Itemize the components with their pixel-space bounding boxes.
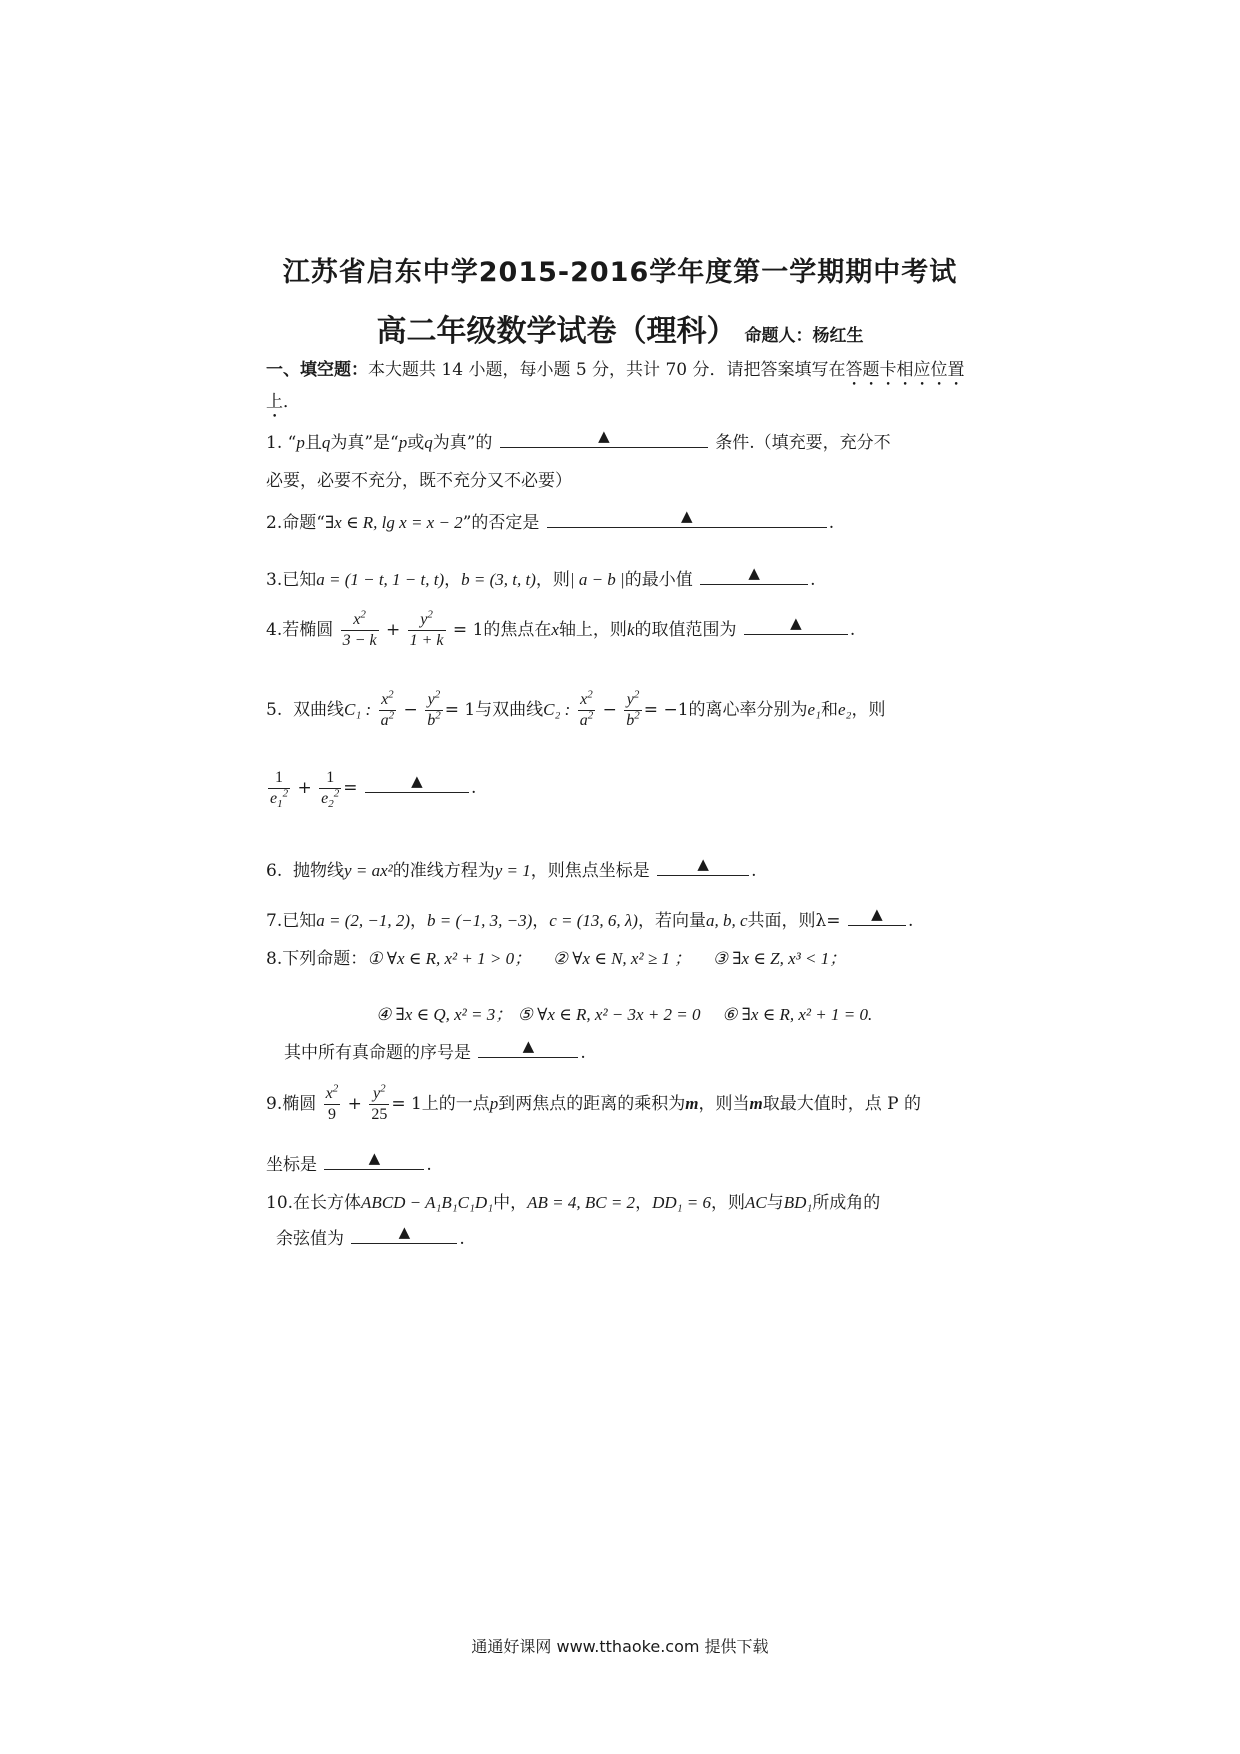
q9-line2-text: 坐标是 xyxy=(266,1155,317,1175)
q8-prop-2: ② ∀x ∈ N, x² ≥ 1 ； xyxy=(552,949,692,968)
question-7: 7.已知a = (2, −1, 2)，b = (−1, 3, −3)，c = (13, 6, λ)，若向量a, b, c共面，则λ= ▲ . xyxy=(266,905,914,931)
q6-answer-blank[interactable] xyxy=(657,857,749,876)
blank-marker-icon: ▲ xyxy=(522,1037,535,1055)
q3-number: 3. xyxy=(266,570,283,590)
q4-x: x xyxy=(551,620,559,639)
q5-and: 和 xyxy=(820,700,838,720)
q5-frac-5: $\frac{1}{e_1^2}$ xyxy=(270,769,289,811)
author: 命题人：杨红生 xyxy=(744,326,864,346)
q2-text-b: ”的否定是 xyxy=(462,513,540,533)
q9-text-d: ，则当 xyxy=(698,1094,750,1114)
q7-text-a: 已知 xyxy=(282,911,317,931)
q8-line3 xyxy=(284,1038,586,1063)
q8-prop-5: ⑤ ∀x ∈ R, x² − 3x + 2 = 0 xyxy=(517,1005,701,1024)
q5-text-a: 双曲线 xyxy=(293,700,345,720)
q3-math-a: a = (1 − t, 1 − t, t) xyxy=(316,570,445,589)
q9-text-e: 取最大值时，点 P 的 xyxy=(762,1094,921,1114)
q4-text-c: 轴上，则 xyxy=(558,620,627,640)
q3-text-a: 已知 xyxy=(282,570,317,590)
blank-marker-icon: ▲ xyxy=(790,614,802,632)
q3-text-c: 的最小值 xyxy=(624,570,693,590)
q5-eq-end: = xyxy=(343,778,358,798)
q7-end: . xyxy=(907,911,914,931)
q10-text-a: 在长方体 xyxy=(293,1193,362,1213)
blank-marker-icon: ▲ xyxy=(871,905,883,923)
q3-sep: ， xyxy=(444,570,462,590)
blank-marker-icon: ▲ xyxy=(681,507,693,525)
exam-title-row xyxy=(0,306,1240,350)
q10-text-d: 与 xyxy=(766,1193,784,1213)
q10-math-e: BD₁ xyxy=(783,1193,813,1212)
q8-number: 8. xyxy=(266,949,283,969)
q5-number: 5. xyxy=(266,700,283,720)
q9-eq-end: = 1 xyxy=(391,1094,422,1114)
q1-text-a: “ xyxy=(287,433,297,453)
q9-number: 9. xyxy=(266,1094,283,1114)
q3-math-c: | a − b | xyxy=(569,570,625,589)
q10-line2-text: 余弦值为 xyxy=(276,1229,344,1249)
section-intro-text: 本大题共 14 小题，每小题 5 分，共计 70 分．请把答案填写在 xyxy=(368,360,846,380)
q7-text-c: 共面，则λ= xyxy=(747,911,841,931)
question-10: 10.在长方体ABCD − A₁B₁C₁D₁中，AB = 4, BC = 2，DD₁ = 6，则AC与BD₁所成角的 xyxy=(266,1193,881,1213)
q9-text-b: 上的一点 xyxy=(421,1094,490,1114)
q8-prop-4: ④ ∃x ∈ Q, x² = 3； xyxy=(376,1005,513,1024)
q3-math-b: b = (3, t, t) xyxy=(461,570,536,589)
q4-k: k xyxy=(626,620,635,639)
blank-marker-icon: ▲ xyxy=(411,772,423,790)
q7-math-d: a, b, c xyxy=(705,911,748,930)
question-4: 4.若椭圆 $\frac{x^2}{3 - k}$ + $\frac{y^2}{1 + k}$ = 1的焦点在x轴上，则k的取值范围为 ▲ . xyxy=(266,608,856,649)
q5-e1: e₁ xyxy=(807,700,821,719)
question-2 xyxy=(266,508,834,533)
q8-prop-1: ① ∀x ∈ R, x² + 1 > 0； xyxy=(367,949,532,968)
q8-line2 xyxy=(376,1000,872,1025)
q4-frac-1: $\frac{x^2}{3 - k}$ xyxy=(342,608,377,649)
q6-text-b: 的准线方程为 xyxy=(392,861,495,881)
q5-text-d: ，则 xyxy=(851,700,886,720)
q9-text-a: 椭圆 xyxy=(282,1094,317,1114)
q1-true2: 为真”的 xyxy=(432,433,493,453)
q1-p: p xyxy=(296,433,305,452)
q5-eq2-end: = −1 xyxy=(643,700,689,720)
q9-end: . xyxy=(426,1155,432,1175)
q10-answer-blank[interactable] xyxy=(351,1225,457,1244)
q9-m: m xyxy=(685,1094,699,1113)
q7-text-b: ，若向量 xyxy=(637,911,706,931)
q5-text-b: 与双曲线 xyxy=(475,700,544,720)
question-6 xyxy=(266,856,757,881)
blank-marker-icon: ▲ xyxy=(697,855,709,873)
q7-math-c: c = (13, 6, λ) xyxy=(549,911,638,930)
q2-answer-blank[interactable] xyxy=(547,509,827,528)
school-title: 江苏省启东中学2015-2016学年度第一学期期中考试 xyxy=(282,257,958,288)
q1-q2: q xyxy=(424,433,433,452)
q9-text-c: 到两焦点的距离的乘积为 xyxy=(498,1094,686,1114)
q10-text-c: ，则 xyxy=(711,1193,745,1213)
q7-answer-blank[interactable] xyxy=(848,907,906,926)
q10-math-a: ABCD − A₁B₁C₁D₁ xyxy=(361,1193,494,1212)
question-5: 5. 双曲线C₁ : $\frac{x^2}{a^2}$ − $\frac{y^2}{b^2}$ = 1与双曲线C₂ : $\frac{x^2}{a^2}$ − $\frac{y^2}{b^2}$ = −1的离心率分别为e₁和e₂，则 xyxy=(266,688,886,729)
q10-text-e: 所成角的 xyxy=(812,1193,881,1213)
q5-frac-1: $\frac{x^2}{a^2}$ xyxy=(380,688,395,729)
q4-text-d: 的取值范围为 xyxy=(634,620,737,640)
q7-math-a: a = (2, −1, 2) xyxy=(316,911,410,930)
q10-number: 10. xyxy=(266,1193,294,1213)
q4-text-a: 若椭圆 xyxy=(282,620,334,640)
q4-text-b: 的焦点在 xyxy=(483,620,552,640)
q1-p2: p xyxy=(398,433,408,452)
q9-line2 xyxy=(266,1150,432,1175)
q1-number: 1. xyxy=(266,433,283,453)
q10-text-b: 中， xyxy=(493,1193,528,1213)
q7-math-b: b = (−1, 3, −3) xyxy=(427,911,533,930)
section-intro-end: ． xyxy=(283,392,300,412)
question-1 xyxy=(266,428,891,453)
q10-end: . xyxy=(459,1229,465,1249)
question-9: 9.椭圆 $\frac{x^2}{9}$ + $\frac{y^2}{25}$ = 1上的一点p到两焦点的距离的乘积为m，则当m取最大值时，点 P 的 xyxy=(266,1082,921,1123)
q1-and: 且 xyxy=(304,433,322,453)
q6-end: . xyxy=(751,861,757,881)
q6-text-a: 抛物线 xyxy=(293,861,345,881)
q8-text-a: 下列命题： xyxy=(282,949,368,969)
q8-text-b: 其中所有真命题的序号是 xyxy=(284,1043,471,1063)
question-3 xyxy=(266,565,816,590)
q9-frac-2: $\frac{y^2}{25}$ xyxy=(371,1082,388,1123)
q8-end: . xyxy=(580,1043,586,1063)
q7-number: 7. xyxy=(266,911,283,931)
q4-end: . xyxy=(849,620,856,640)
q5-frac-6: $\frac{1}{e_2^2}$ xyxy=(321,769,340,811)
q8-prop-3: ③ ∃x ∈ Z, x³ < 1； xyxy=(712,949,847,968)
q3-end: . xyxy=(810,570,816,590)
q2-number: 2. xyxy=(266,513,283,533)
q10-math-b: AB = 4, BC = 2 xyxy=(527,1193,636,1212)
q5-c2: C₂ : xyxy=(543,700,571,719)
q1-line2: 必要，必要不充分，既不充分又不必要） xyxy=(266,471,572,491)
q4-number: 4. xyxy=(266,620,283,640)
q5-line2: $\frac{1}{e_1^2}$ + $\frac{1}{e_2^2}$ = ▲ . xyxy=(270,769,477,811)
q1-answer-blank[interactable] xyxy=(500,429,708,448)
exam-title: 高二年级数学试卷（理科） xyxy=(376,314,737,349)
question-8 xyxy=(266,944,846,969)
q2-text-a: 命题“ xyxy=(282,513,325,533)
blank-marker-icon: ▲ xyxy=(368,1149,381,1167)
q1-true1: 为真”是“ xyxy=(330,433,399,453)
q5-e2: e₂ xyxy=(837,700,852,719)
q4-answer-blank[interactable] xyxy=(744,616,848,635)
q3-answer-blank[interactable] xyxy=(700,566,808,585)
q10-line2 xyxy=(276,1224,465,1249)
q8-prop-6: ⑥ ∃x ∈ R, x² + 1 = 0. xyxy=(722,1005,873,1024)
blank-marker-icon: ▲ xyxy=(748,564,760,582)
q3-text-b: ，则 xyxy=(535,570,570,590)
q10-math-c: DD₁ = 6 xyxy=(652,1193,711,1212)
q5-frac-3: $\frac{x^2}{a^2}$ xyxy=(579,688,594,729)
q9-m2: m xyxy=(749,1094,763,1113)
q5-frac-2: $\frac{y^2}{b^2}$ xyxy=(427,688,441,729)
q5-answer-blank[interactable] xyxy=(365,774,469,793)
q5-end: . xyxy=(470,778,477,798)
q6-number: 6. xyxy=(266,861,283,881)
q4-frac-2: $\frac{y^2}{1 + k}$ xyxy=(409,608,444,649)
q9-frac-1: $\frac{x^2}{9}$ xyxy=(325,1082,339,1123)
q5-c1: C₁ : xyxy=(344,700,372,719)
q10-math-d: AC xyxy=(745,1193,767,1212)
section-heading: 一、填空题： xyxy=(266,360,368,380)
q8-answer-blank[interactable] xyxy=(478,1039,578,1058)
footer-credit: 通通好课网 www.tthaoke.com 提供下载 xyxy=(471,1637,769,1656)
blank-marker-icon: ▲ xyxy=(398,1223,411,1241)
q1-q: q xyxy=(321,433,331,452)
section-intro xyxy=(266,358,976,422)
q9-answer-blank[interactable] xyxy=(324,1151,424,1170)
q2-end: . xyxy=(828,513,835,533)
q9-p: p xyxy=(489,1094,499,1113)
q5-eq1-end: = 1 xyxy=(444,700,476,720)
q2-math: ∃x ∈ R, lg x = x − 2 xyxy=(324,513,463,532)
q6-math-b: y = 1 xyxy=(494,861,531,880)
blank-marker-icon: ▲ xyxy=(598,427,610,445)
q5-text-c: 的离心率分别为 xyxy=(688,700,808,720)
q6-text-c: ，则焦点坐标是 xyxy=(530,861,650,881)
section-intro-emphasis: 答题卡相应位置上 xyxy=(266,360,965,412)
q6-math-a: y = ax² xyxy=(344,861,393,880)
q1-after: 条件.（填充要，充分不 xyxy=(715,433,891,453)
q5-frac-4: $\frac{y^2}{b^2}$ xyxy=(626,688,640,729)
q1-or: 或 xyxy=(407,433,425,453)
